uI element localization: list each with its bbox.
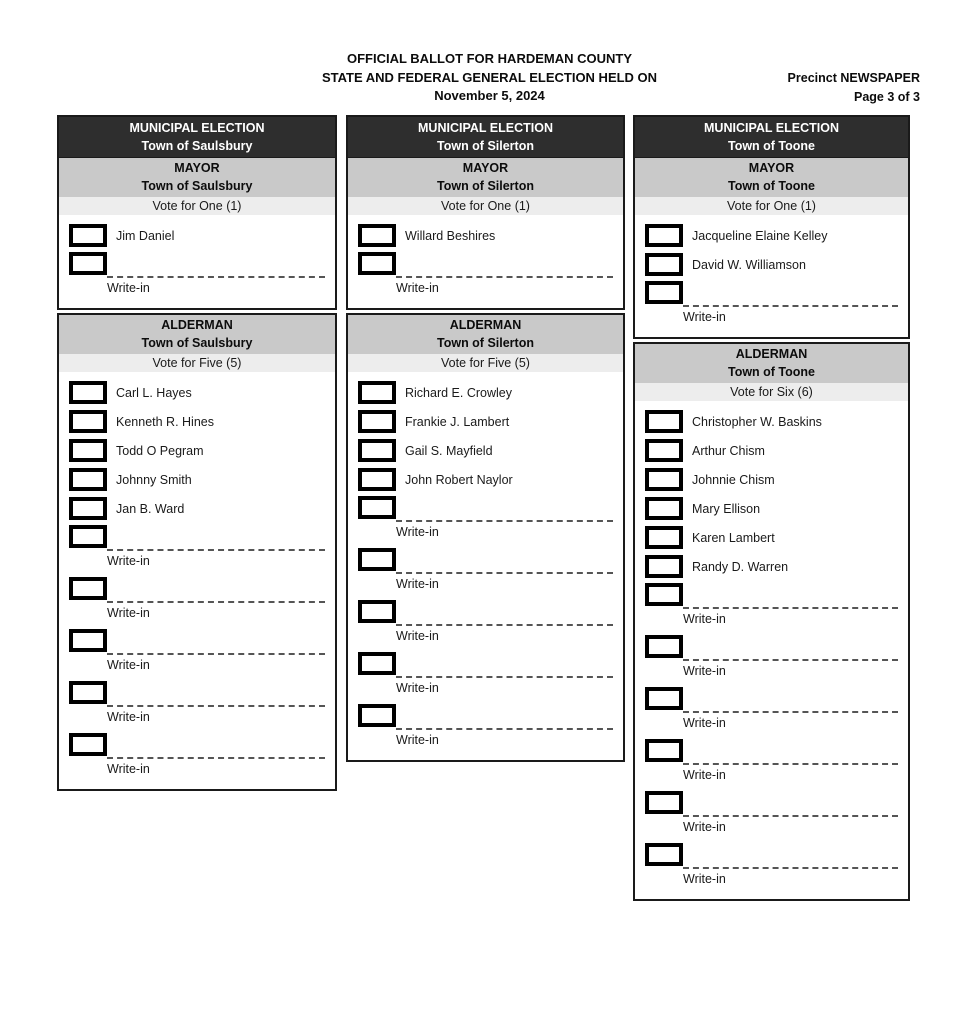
- write-in-checkbox[interactable]: [358, 252, 396, 275]
- candidate-row: [348, 407, 623, 436]
- write-in-checkbox[interactable]: [358, 704, 396, 727]
- write-in-label: Write-in: [683, 716, 726, 730]
- write-in-row: [635, 737, 908, 789]
- candidate-name: Carl L. Hayes: [116, 385, 192, 400]
- precinct-name: Precinct NEWSPAPER: [787, 71, 920, 85]
- contest-subtitle: Town of Toone: [727, 364, 815, 379]
- write-in-checkbox[interactable]: [358, 600, 396, 623]
- contest-subtitle: Town of Silerton: [437, 178, 534, 193]
- candidate-checkbox[interactable]: [69, 224, 107, 247]
- write-in-label: Write-in: [107, 281, 150, 295]
- ballot-title-line1: OFFICIAL BALLOT FOR HARDEMAN COUNTY: [346, 51, 633, 66]
- write-in-checkbox[interactable]: [69, 681, 107, 704]
- candidate-row: [635, 494, 908, 523]
- write-in-checkbox[interactable]: [645, 687, 683, 710]
- contest-box: [633, 115, 910, 339]
- ballot-column: [57, 115, 337, 791]
- candidate-row: [348, 221, 623, 250]
- write-in-row: [635, 279, 908, 331]
- contest-header: [635, 158, 908, 197]
- write-in-checkbox[interactable]: [645, 739, 683, 762]
- write-in-label: Write-in: [396, 577, 439, 591]
- write-in-checkbox[interactable]: [645, 281, 683, 304]
- candidate-checkbox[interactable]: [645, 497, 683, 520]
- candidate-row: [348, 436, 623, 465]
- write-in-checkbox[interactable]: [69, 629, 107, 652]
- candidate-name: Randy D. Warren: [692, 559, 789, 574]
- write-in-label: Write-in: [107, 658, 150, 672]
- candidate-name: Mary Ellison: [692, 501, 761, 516]
- write-in-checkbox[interactable]: [69, 252, 107, 275]
- write-in-line[interactable]: [396, 520, 613, 522]
- contest-body: [635, 215, 908, 337]
- write-in-label: Write-in: [396, 681, 439, 695]
- write-in-label: Write-in: [396, 525, 439, 539]
- write-in-label: Write-in: [107, 762, 150, 776]
- write-in-label: Write-in: [396, 281, 439, 295]
- contest-title: MAYOR: [174, 161, 220, 175]
- candidate-name: Jacqueline Elaine Kelley: [692, 228, 828, 243]
- candidate-name: Richard E. Crowley: [405, 385, 512, 400]
- candidate-checkbox[interactable]: [645, 224, 683, 247]
- ballot-column: [346, 115, 625, 762]
- precinct-info: [788, 69, 920, 106]
- contest-body: [635, 401, 908, 899]
- contest-header: [348, 158, 623, 197]
- write-in-label: Write-in: [107, 606, 150, 620]
- write-in-label: Write-in: [683, 872, 726, 886]
- contest-title: MAYOR: [748, 161, 795, 175]
- write-in-label: Write-in: [107, 710, 150, 724]
- candidate-row: [59, 407, 335, 436]
- write-in-line[interactable]: [683, 815, 898, 817]
- write-in-row: [59, 679, 335, 731]
- candidate-name: John Robert Naylor: [405, 472, 513, 487]
- candidate-row: [59, 465, 335, 494]
- write-in-label: Write-in: [683, 768, 726, 782]
- municipal-header-line1: MUNICIPAL ELECTION: [418, 121, 553, 135]
- write-in-label: Write-in: [396, 629, 439, 643]
- candidate-row: [635, 523, 908, 552]
- write-in-line[interactable]: [396, 624, 613, 626]
- write-in-label: Write-in: [683, 310, 726, 324]
- candidate-checkbox[interactable]: [645, 468, 683, 491]
- contest-title: ALDERMAN: [735, 347, 808, 361]
- candidate-row: [59, 436, 335, 465]
- municipal-header-line2: Town of Silerton: [437, 139, 534, 153]
- write-in-checkbox[interactable]: [69, 577, 107, 600]
- candidate-row: [635, 407, 908, 436]
- candidate-row: [59, 221, 335, 250]
- municipal-header-line2: Town of Toone: [727, 139, 815, 153]
- municipal-header-line1: MUNICIPAL ELECTION: [129, 121, 265, 135]
- contest-title: MAYOR: [462, 161, 509, 175]
- candidate-name: Jim Daniel: [116, 228, 175, 243]
- contest-header: [59, 315, 335, 354]
- candidate-row: [635, 221, 908, 250]
- candidate-name: Karen Lambert: [692, 530, 775, 545]
- candidate-checkbox[interactable]: [358, 381, 396, 404]
- contest-subtitle: Town of Saulsbury: [141, 335, 253, 350]
- write-in-line[interactable]: [683, 763, 898, 765]
- ballot-title-date: November 5, 2024: [434, 88, 545, 103]
- write-in-row: [348, 494, 623, 546]
- contest-box: [57, 313, 337, 791]
- write-in-line[interactable]: [107, 653, 325, 655]
- write-in-row: [348, 598, 623, 650]
- candidate-checkbox[interactable]: [69, 410, 107, 433]
- candidate-checkbox[interactable]: [69, 497, 107, 520]
- candidate-name: Willard Beshires: [405, 228, 496, 243]
- candidate-name: David W. Williamson: [692, 257, 806, 272]
- contest-header: [59, 158, 335, 197]
- write-in-label: Write-in: [683, 664, 726, 678]
- contest-box: [346, 115, 625, 310]
- candidate-row: [348, 378, 623, 407]
- candidate-name: Gail S. Mayfield: [405, 443, 493, 458]
- contest-box: [346, 313, 625, 762]
- contest-body: [348, 215, 623, 308]
- candidate-checkbox[interactable]: [645, 555, 683, 578]
- contest-subtitle: Town of Silerton: [437, 335, 534, 350]
- write-in-row: [59, 627, 335, 679]
- contest-header: [348, 315, 623, 354]
- write-in-line[interactable]: [107, 757, 325, 759]
- contest-header: [635, 344, 908, 383]
- write-in-line[interactable]: [683, 711, 898, 713]
- write-in-checkbox[interactable]: [645, 583, 683, 606]
- contest-body: [59, 372, 335, 789]
- candidate-checkbox[interactable]: [645, 439, 683, 462]
- write-in-line[interactable]: [683, 305, 898, 307]
- write-in-row: [59, 523, 335, 575]
- write-in-checkbox[interactable]: [69, 525, 107, 548]
- contest-body: [348, 372, 623, 760]
- candidate-checkbox[interactable]: [358, 224, 396, 247]
- write-in-checkbox[interactable]: [645, 635, 683, 658]
- vote-for-instruction: Vote for One (1): [635, 197, 908, 215]
- write-in-checkbox[interactable]: [69, 733, 107, 756]
- write-in-row: [348, 650, 623, 702]
- write-in-row: [635, 789, 908, 841]
- write-in-row: [59, 575, 335, 627]
- contest-title: ALDERMAN: [449, 318, 522, 332]
- candidate-row: [635, 465, 908, 494]
- vote-for-instruction: Vote for Five (5): [348, 354, 623, 372]
- candidate-name: Jan B. Ward: [116, 501, 185, 516]
- ballot-title-line2: STATE AND FEDERAL GENERAL ELECTION HELD ON: [321, 69, 658, 85]
- candidate-name: Johnny Smith: [116, 472, 192, 487]
- write-in-row: [635, 841, 908, 893]
- candidate-row: [59, 378, 335, 407]
- write-in-line[interactable]: [396, 676, 613, 678]
- candidate-name: Johnnie Chism: [692, 472, 775, 487]
- write-in-line[interactable]: [107, 601, 325, 603]
- write-in-line[interactable]: [396, 276, 613, 278]
- write-in-row: [635, 633, 908, 685]
- write-in-line[interactable]: [107, 549, 325, 551]
- write-in-row: [59, 731, 335, 783]
- vote-for-instruction: Vote for Five (5): [59, 354, 335, 372]
- page-number: Page 3 of 3: [854, 89, 920, 104]
- candidate-checkbox[interactable]: [358, 410, 396, 433]
- write-in-line[interactable]: [107, 276, 325, 278]
- candidate-name: Kenneth R. Hines: [116, 414, 214, 429]
- candidate-name: Todd O Pegram: [116, 443, 204, 458]
- write-in-checkbox[interactable]: [645, 843, 683, 866]
- vote-for-instruction: Vote for One (1): [59, 197, 335, 215]
- candidate-row: [59, 494, 335, 523]
- candidate-checkbox[interactable]: [358, 439, 396, 462]
- write-in-row: [635, 685, 908, 737]
- candidate-checkbox[interactable]: [69, 468, 107, 491]
- write-in-checkbox[interactable]: [645, 791, 683, 814]
- candidate-row: [635, 552, 908, 581]
- write-in-row: [348, 702, 623, 754]
- contest-box: [57, 115, 337, 310]
- write-in-checkbox[interactable]: [358, 652, 396, 675]
- write-in-row: [348, 250, 623, 302]
- contest-box: [633, 342, 910, 901]
- contest-subtitle: Town of Toone: [727, 178, 815, 193]
- candidate-name: Arthur Chism: [692, 443, 765, 458]
- municipal-header-line1: MUNICIPAL ELECTION: [704, 121, 839, 135]
- candidate-checkbox[interactable]: [69, 439, 107, 462]
- write-in-checkbox[interactable]: [358, 496, 396, 519]
- write-in-line[interactable]: [683, 607, 898, 609]
- contest-subtitle: Town of Saulsbury: [141, 178, 253, 193]
- write-in-line[interactable]: [683, 867, 898, 869]
- candidate-checkbox[interactable]: [645, 253, 683, 276]
- write-in-row: [59, 250, 335, 302]
- candidate-checkbox[interactable]: [69, 381, 107, 404]
- write-in-row: [635, 581, 908, 633]
- candidate-checkbox[interactable]: [645, 526, 683, 549]
- write-in-label: Write-in: [683, 820, 726, 834]
- write-in-label: Write-in: [107, 554, 150, 568]
- municipal-election-header: [635, 117, 908, 158]
- ballot-column: [633, 115, 910, 901]
- write-in-label: Write-in: [396, 733, 439, 747]
- write-in-line[interactable]: [396, 572, 613, 574]
- write-in-line[interactable]: [683, 659, 898, 661]
- write-in-row: [348, 546, 623, 598]
- municipal-election-header: [348, 117, 623, 158]
- write-in-line[interactable]: [396, 728, 613, 730]
- write-in-line[interactable]: [107, 705, 325, 707]
- candidate-name: Frankie J. Lambert: [405, 414, 510, 429]
- candidate-row: [635, 250, 908, 279]
- candidate-row: [348, 465, 623, 494]
- municipal-election-header: [59, 117, 335, 158]
- municipal-header-line2: Town of Saulsbury: [141, 139, 253, 153]
- candidate-row: [635, 436, 908, 465]
- candidate-checkbox[interactable]: [358, 468, 396, 491]
- contest-body: [59, 215, 335, 308]
- write-in-label: Write-in: [683, 612, 726, 626]
- contest-title: ALDERMAN: [161, 318, 233, 332]
- write-in-checkbox[interactable]: [358, 548, 396, 571]
- candidate-checkbox[interactable]: [645, 410, 683, 433]
- vote-for-instruction: Vote for Six (6): [635, 383, 908, 401]
- candidate-name: Christopher W. Baskins: [692, 414, 822, 429]
- vote-for-instruction: Vote for One (1): [348, 197, 623, 215]
